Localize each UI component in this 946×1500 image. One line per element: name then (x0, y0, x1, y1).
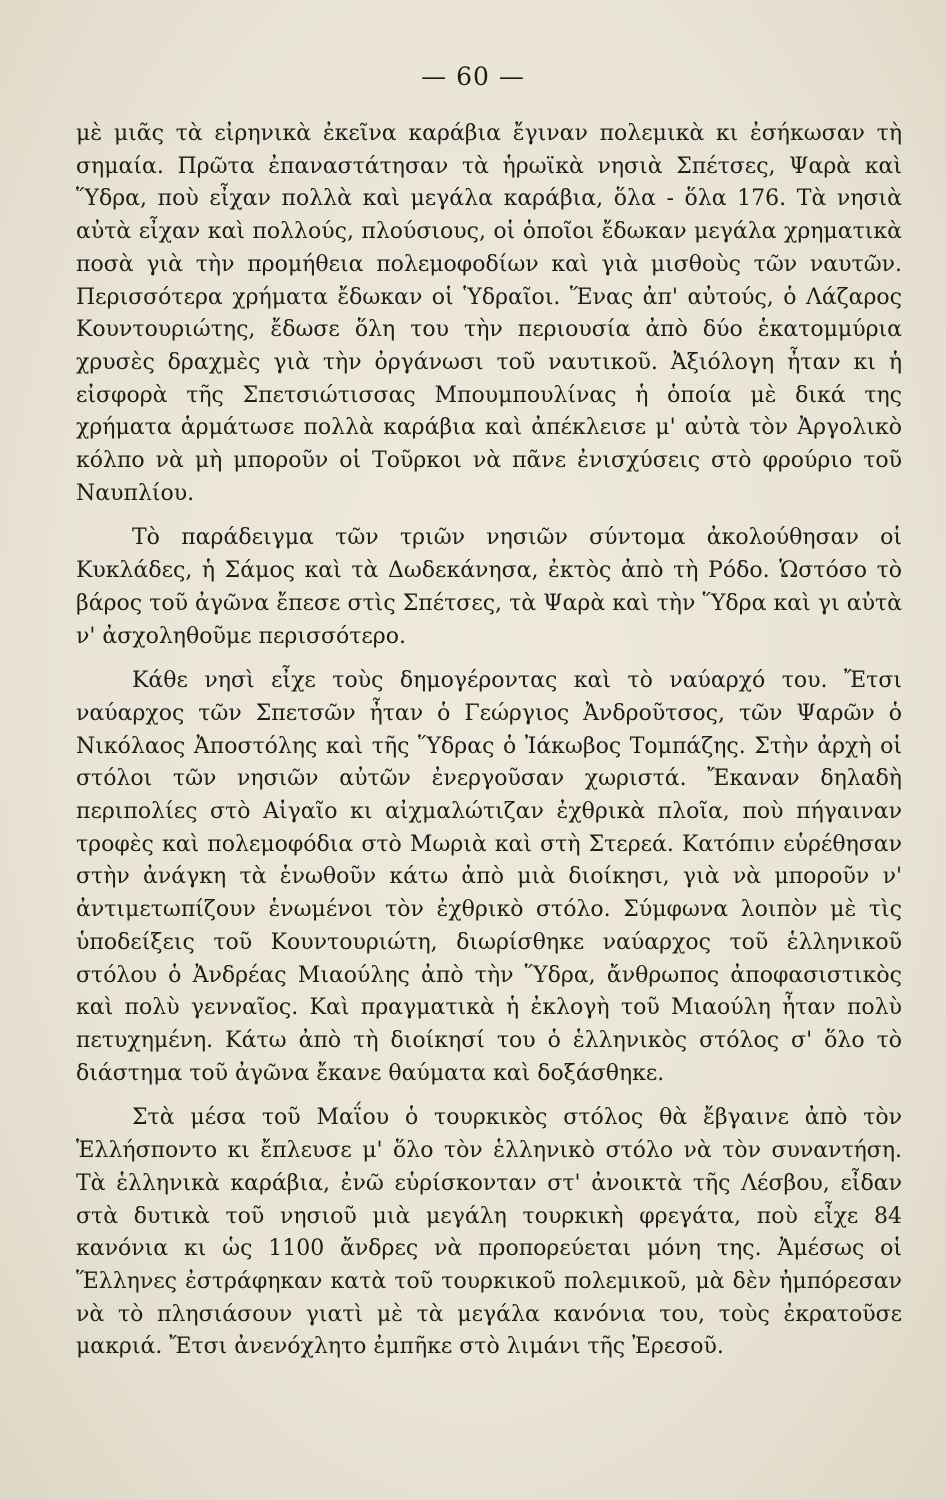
paragraph-3: Κάθε νησὶ εἶχε τοὺς δημογέροντας καὶ τὸ ναύαρχό του. Ἔτσι ναύαρχος τῶν Σπετσῶν ἦταν ὁ Γεώργιος Ἀνδροῦτσος, τῶν Ψαρῶν ὁ Νικόλαος Ἀποστόλης καὶ τῆς Ὕδρας ὁ Ἰάκωβος Τομπάζης. Στὴν ἀρχὴ οἱ στόλοι τῶν νησιῶν αὐτῶν ἐνεργοῦσαν χωριστά. Ἔκαναν δηλαδὴ περιπολίες στὸ Αἰγαῖο κι αἰχμαλώτιζαν ἐχθρικὰ πλοῖα, ποὺ πήγαιναν τροφὲς καὶ πολεμοφόδια στὸ Μωριὰ καὶ στὴ Στερεά. Κατόπιν εὑρέθησαν στὴν ἀνάγκη τὰ ἑνωθοῦν κάτω ἀπὸ μιὰ διοίκησι, γιὰ νὰ μποροῦν ν' ἀντιμετωπίζουν ἑνωμένοι τὸν ἐχθρικὸ στόλο. Σύμφωνα λοιπὸν μὲ τὶς ὑποδείξεις τοῦ Κουντουριώτη, διωρίσθηκε ναύαρχος τοῦ ἑλληνικοῦ στόλου ὁ Ἀνδρέας Μιαούλης ἀπὸ τὴν Ὕδρα, ἄνθρωπος ἀποφασιστικὸς καὶ πολὺ γενναῖος. Καὶ πραγματικὰ ἡ ἐκλογὴ τοῦ Μιαούλη ἦταν πολὺ πετυχημένη. Κάτω ἀπὸ τὴ διοίκησί του ὁ ἑλληνικὸς στόλος σ' ὅλο τὸ διάστημα τοῦ ἀγῶνα ἔκανε θαύματα καὶ δοξάσθηκε. (76, 668, 902, 1086)
paragraph-gap (76, 1090, 902, 1102)
paragraph-gap (76, 510, 902, 522)
paragraph-4: Στὰ μέσα τοῦ Μαΐου ὁ τουρκικὸς στόλος θὰ ἔβγαινε ἀπὸ τὸν Ἑλλήσποντο κι ἔπλευσε μ' ὅλο τὸν ἑλληνικὸ στόλο νὰ τὸν συναντήση. Τὰ ἑλληνικὰ καράβια, ἐνῶ εὑρίσκονταν στ' ἀνοικτὰ τῆς Λέσβου, εἶδαν στὰ δυτικὰ τοῦ νησιοῦ μιὰ μεγάλη τουρκικὴ φρεγάτα, ποὺ εἶχε 84 κανόνια κι ὡς 1100 ἄνδρες νὰ προπορεύεται μόνη της. Ἀμέσως οἱ Ἕλληνες ἐστράφηκαν κατὰ τοῦ τουρκικοῦ πολεμικοῦ, μὰ δὲν ἠμπόρεσαν νὰ τὸ πλησιάσουν γιατὶ μὲ τὰ μεγάλα κανόνια του, τοὺς ἐκρατοῦσε μακριά. Ἔτσι ἀνενόχλητο ἐμπῆκε στὸ λιμάνι τῆς Ἐρεσοῦ. (76, 1105, 902, 1360)
page-number: — 60 — (421, 62, 525, 91)
paragraph-1: μὲ μιᾶς τὰ εἰρηνικὰ ἐκεῖνα καράβια ἔγιναν πολεμικὰ κι ἐσήκωσαν τὴ σημαία. Πρῶτα ἐπαναστάτησαν τὰ ἡρωϊκὰ νησιὰ Σπέτσες, Ψαρὰ καὶ Ὕδρα, ποὺ εἶχαν πολλὰ καὶ μεγάλα καράβια, ὅλα - ὅλα 176. Τὰ νησιὰ αὐτὰ εἶχαν καὶ πολλούς, πλούσιους, οἱ ὁποῖοι ἔδωκαν μεγάλα χρηματικὰ ποσὰ γιὰ τὴν προμήθεια πολεμοφοδίων καὶ γιὰ μισθοὺς τῶν ναυτῶν. Περισσότερα χρήματα ἔδωκαν οἱ Ὑδραῖοι. Ἕνας ἀπ' αὐτούς, ὁ Λάζαρος Κουντουριώτης, ἔδωσε ὅλη του τὴν περιουσία ἀπὸ δύο ἑκατομμύρια χρυσὲς δραχμὲς γιὰ τὴν ὀργάνωσι τοῦ ναυτικοῦ. Ἀξιόλογη ἦταν κι ἡ εἰσφορὰ τῆς Σπετσιώτισσας Μπουμπουλίνας ἡ ὁποία μὲ δικά της χρήματα ἁρμάτωσε πολλὰ καράβια καὶ ἀπέκλεισε μ' αὐτὰ τὸν Ἀργολικὸ κόλπο νὰ μὴ μποροῦν οἱ Τοῦρκοι νὰ πᾶνε ἐνισχύσεις στὸ φρούριο τοῦ Ναυπλίου. (76, 121, 902, 506)
paragraph-2: Τὸ παράδειγμα τῶν τριῶν νησιῶν σύντομα ἀκολούθησαν οἱ Κυκλάδες, ἡ Σάμος καὶ τὰ Δωδεκάνησα, ἐκτὸς ἀπὸ τὴ Ρόδο. Ὡστόσο τὸ βάρος τοῦ ἀγῶνα ἔπεσε στὶς Σπέτσες, τὰ Ψαρὰ καὶ τὴν Ὕδρα καὶ γι αὐτὰ ν' ἀσχοληθοῦμε περισσότερο. (76, 525, 902, 649)
paragraph-gap (76, 653, 902, 665)
body-text (76, 118, 902, 1364)
